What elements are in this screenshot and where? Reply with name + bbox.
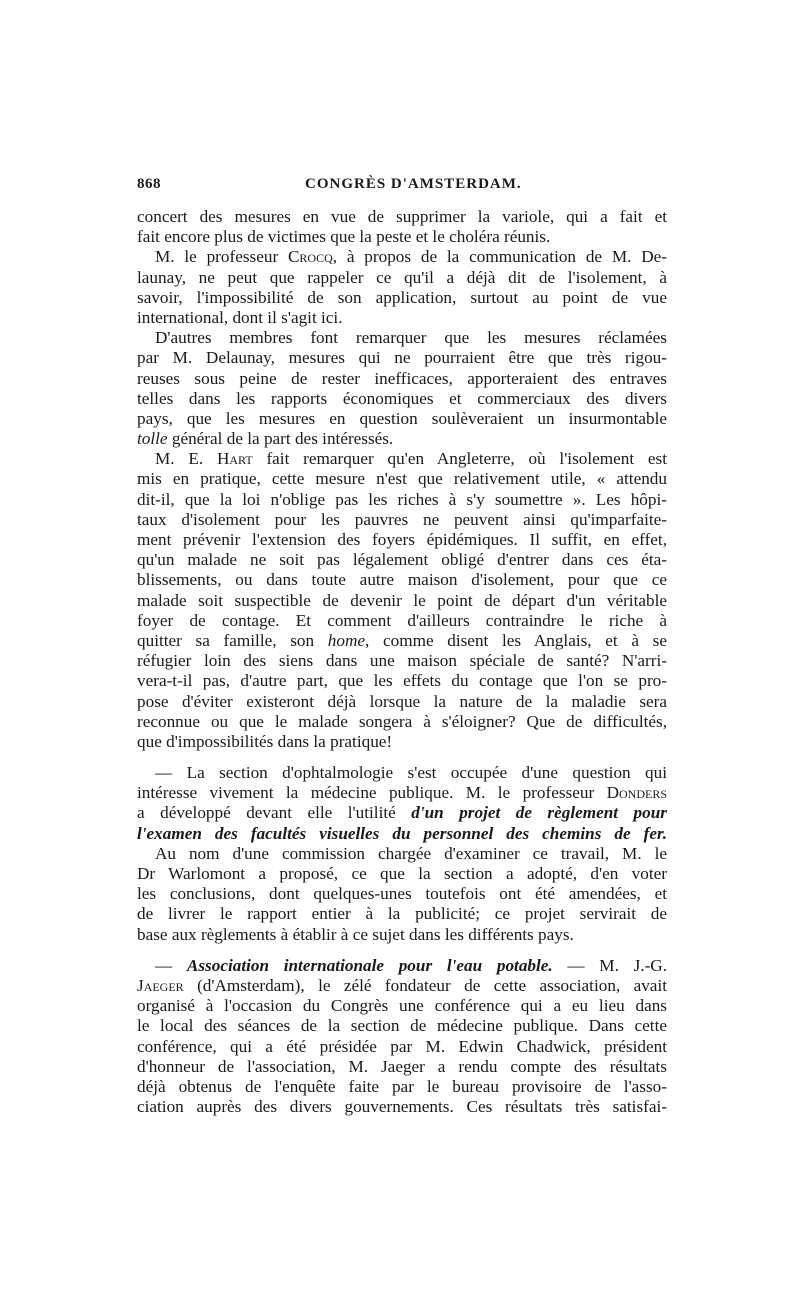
text-segment: les conclusions, dont quelques-unes toutefois ont été amendées, et (137, 884, 667, 904)
text-line (137, 651, 667, 671)
text-segment: d'un projet de règlement pour (411, 803, 667, 823)
paragraph-gap (137, 945, 667, 956)
text-segment: base aux règlements à établir à ce sujet dans les différents pays. (137, 924, 574, 944)
text-segment: organisé à l'occasion du Congrès une conférence qui a eu lieu dans (137, 996, 667, 1016)
text-segment: savoir, l'impossibilité de son application, surtout au point de vue (137, 287, 667, 307)
text-segment: — La section d'ophtalmologie s'est occupée d'une question qui (155, 763, 667, 783)
text-line (137, 570, 667, 590)
text-segment: qu'un malade ne soit pas légalement obligé d'entrer dans ces éta- (137, 550, 667, 570)
text-segment: telles dans les rapports économiques et commerciaux des divers (137, 388, 667, 408)
text-segment: blissements, ou dans toute autre maison d'isolement, pour que ce (137, 570, 667, 590)
text-line (137, 469, 667, 489)
text-segment: par M. Delaunay, mesures qui ne pourraient être que très rigou- (137, 348, 667, 368)
text-line (137, 712, 667, 732)
text-segment: Dr (137, 864, 156, 883)
text-segment: , à propos de la communication de M. De- (332, 247, 667, 267)
text-segment: malade soit suspectible de devenir le point de départ d'un véritable (137, 590, 667, 610)
text-segment: launay, ne peut que rappeler ce qu'il a déjà dit de l'isolement, à (137, 267, 667, 287)
text-segment: quitter sa famille, son (137, 630, 328, 650)
text-segment: ciation auprès des divers gouvernements. Ces résultats très satisfai- (137, 1097, 667, 1117)
text-segment: international, dont il s'agit ici. (137, 307, 343, 327)
text-line (137, 247, 667, 267)
text-line (137, 449, 667, 469)
text-segment: déjà obtenus de l'enquête faite par le bureau provisoire de l'asso- (137, 1076, 667, 1096)
text-line (137, 1037, 667, 1057)
text-line (137, 530, 667, 550)
text-segment: ment prévenir l'extension des foyers épidémiques. Il suffit, en effet, (137, 530, 667, 549)
text-line (137, 328, 667, 348)
text-segment: (d'Amsterdam), le zélé fondateur de cette association, avait (183, 975, 667, 995)
text-line (137, 268, 667, 288)
text-line (137, 308, 667, 328)
text-segment: pose d'éviter existeront déjà lorsque la nature de la maladie sera (137, 691, 667, 711)
text-segment: d'honneur de l'association, M. Jaeger a rendu compte des résultats (137, 1056, 667, 1076)
text-segment: foyer de contage. Et comment d'ailleurs contraindre le riche à (137, 610, 667, 630)
text-segment: home (327, 630, 365, 650)
page-number: 868 (137, 176, 161, 192)
text-line (137, 429, 667, 449)
text-segment: — M. J.-G. (552, 955, 667, 975)
text-line (137, 904, 667, 924)
text-segment: concert des mesures en vue de supprimer la variole, qui a fait et (137, 207, 667, 226)
text-segment: reconnue ou que le malade songera à s'éloigner? Que de difficultés, (137, 711, 667, 731)
text-segment: a développé devant elle l'utilité (137, 803, 412, 823)
text-line (137, 288, 667, 308)
text-segment: que d'impossibilités dans la pratique! (137, 731, 393, 751)
text-segment: , comme disent les Anglais, et à se (365, 630, 667, 650)
text-line (137, 956, 667, 976)
text-segment: l'examen des facultés visuelles du personnel des chemins de fer. (137, 823, 667, 843)
text-line (137, 884, 667, 904)
text-line (137, 227, 667, 247)
text-line (137, 732, 667, 752)
text-line (137, 389, 667, 409)
text-segment: mis en pratique, cette mesure n'est que relativement utile, « attendu (137, 469, 667, 489)
text-segment: réfugier loin des siens dans une maison spéciale de santé? N'arri- (137, 651, 667, 671)
text-line (137, 1097, 667, 1117)
text-line (137, 611, 667, 631)
text-segment: de livrer le rapport entier à la publicité; ce projet servirait de (137, 904, 667, 924)
text-line (137, 996, 667, 1016)
text-line (137, 550, 667, 570)
text-line (137, 925, 667, 945)
text-segment: Jaeger (137, 975, 184, 995)
text-segment: général de la part des intéressés. (167, 429, 394, 449)
text-segment: Crocq (287, 247, 333, 267)
text-line (137, 844, 667, 864)
text-line (137, 763, 667, 783)
text-segment: Warlomont a proposé, ce que la section a adopté, d'en voter (155, 864, 667, 883)
text-line (137, 510, 667, 530)
paragraph-gap (137, 752, 667, 763)
text-segment: dit-il, que la loi n'oblige pas les riches à s'y soumettre ». Les hôpi- (137, 489, 667, 509)
text-line (137, 207, 667, 227)
text-line (137, 803, 667, 823)
text-segment: taux d'isolement pour les pauvres ne peuvent ainsi qu'imparfaite- (137, 509, 667, 529)
text-segment: M. E. (155, 449, 217, 469)
text-line (137, 864, 667, 884)
text-segment: pays, que les mesures en question soulèveraient un insurmontable (137, 408, 667, 428)
text-line (137, 824, 667, 844)
body-text (137, 207, 667, 1117)
text-segment: vera-t-il pas, d'autre part, que les effets du contage que l'on se pro- (137, 671, 667, 691)
text-line (137, 631, 667, 651)
text-line (137, 692, 667, 712)
text-segment: Hart (216, 449, 253, 469)
text-line (137, 1077, 667, 1097)
text-segment: reuses sous peine de rester inefficaces, apporteraient des entraves (137, 368, 667, 388)
text-segment: Au nom d'une commission chargée d'examiner ce travail, M. le (155, 843, 667, 863)
text-line (137, 348, 667, 368)
text-line (137, 591, 667, 611)
running-title: CONGRÈS D'AMSTERDAM. (305, 176, 522, 192)
text-segment: le local des séances de la section de médecine publique. Dans cette (137, 1016, 667, 1036)
text-segment: conférence, qui a été présidée par M. Edwin Chadwick, président (137, 1036, 667, 1056)
text-segment: D'autres membres font remarquer que les mesures réclamées (155, 328, 667, 348)
text-segment: tolle (137, 429, 168, 449)
text-line (137, 671, 667, 691)
text-line (137, 369, 667, 389)
text-segment: intéresse vivement la médecine publique. M. le professeur (137, 783, 607, 803)
text-segment: M. le professeur (155, 247, 288, 267)
text-line (137, 1016, 667, 1036)
text-line (137, 1057, 667, 1077)
text-segment: Donders (606, 783, 667, 803)
text-segment: fait encore plus de victimes que la peste et le choléra réunis. (137, 227, 551, 247)
running-header (137, 176, 667, 198)
text-line (137, 409, 667, 429)
text-segment: fait remarquer qu'en Angleterre, où l'isolement est (252, 449, 667, 469)
text-segment: Association internationale pour l'eau potable. (186, 955, 553, 975)
text-segment: — (155, 955, 187, 975)
text-line (137, 783, 667, 803)
text-line (137, 490, 667, 510)
text-line (137, 976, 667, 996)
